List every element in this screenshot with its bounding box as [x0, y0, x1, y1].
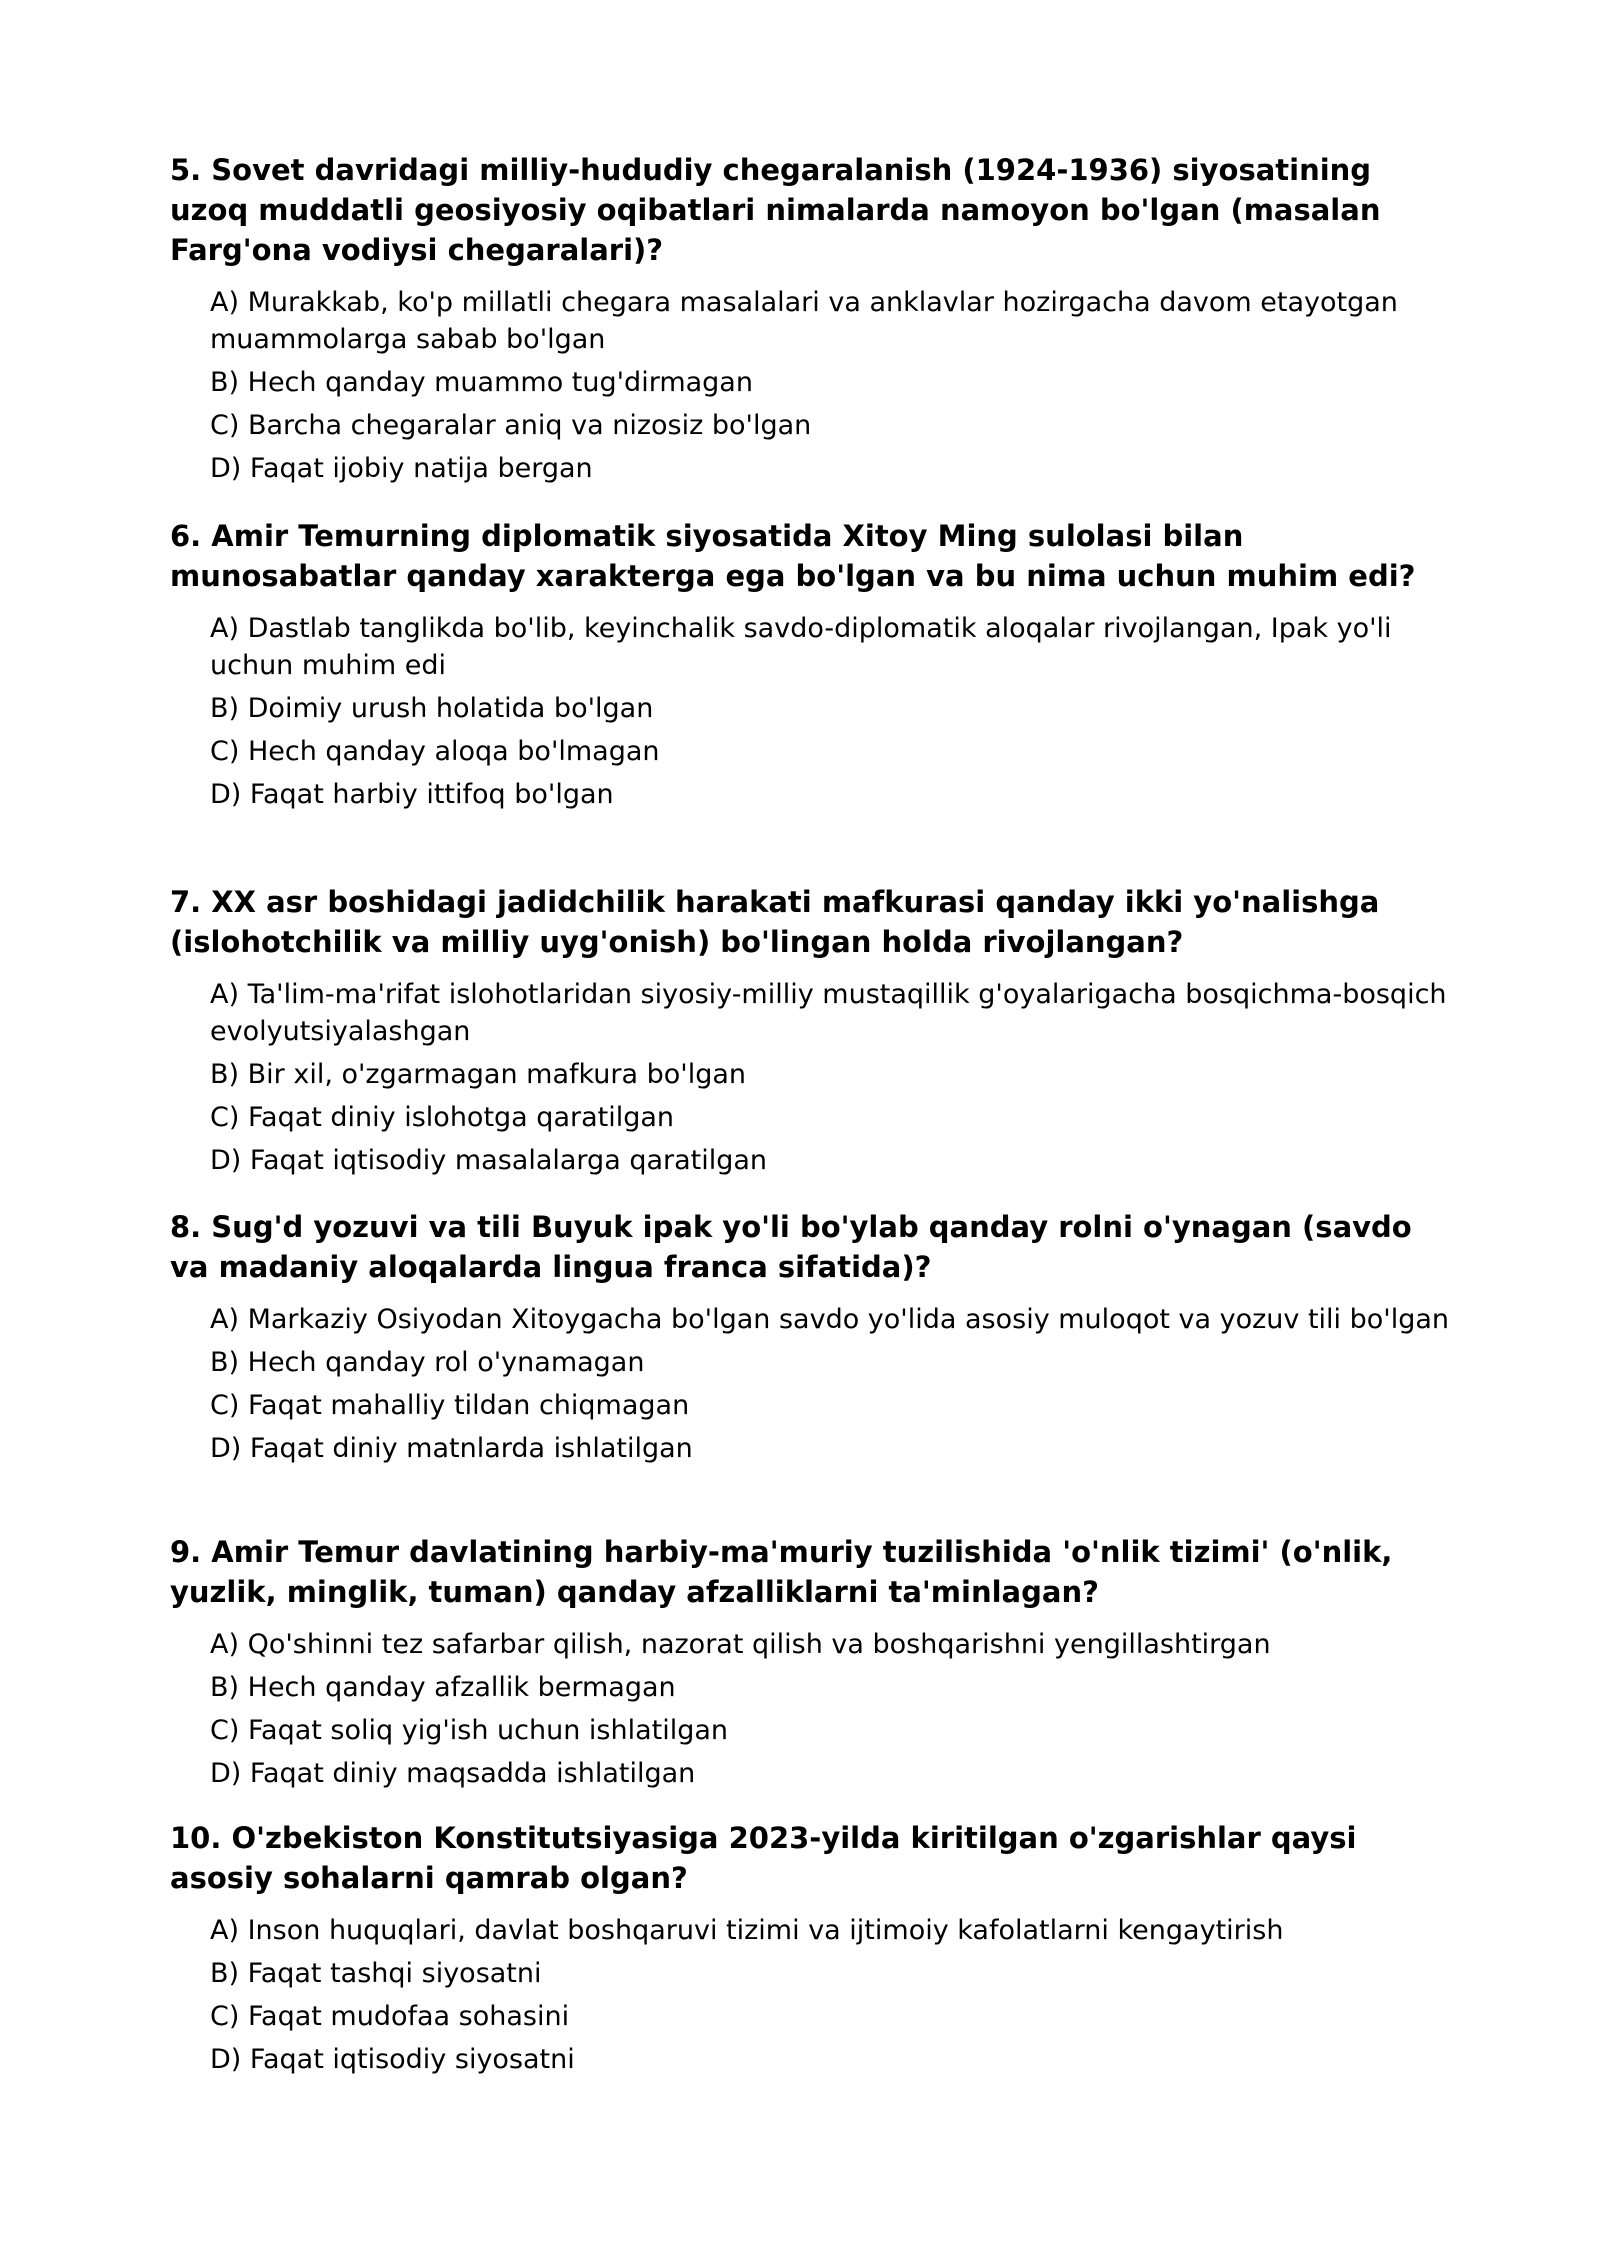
- question-title: 8. Sug'd yozuvi va tili Buyuk ipak yo'li bo'ylab qanday rolni o'ynagan (savdo va madaniy aloqalarda lingua franca sifatida)?: [170, 1210, 1412, 1284]
- question-title: 7. XX asr boshidagi jadidchilik harakati mafkurasi qanday ikki yo'nalishga (islohotchilik va milliy uyg'onish) bo'lingan holda rivojlangan?: [170, 885, 1380, 959]
- question-7: [170, 882, 1450, 1185]
- option-c: C) Faqat mudofaa sohasini: [210, 2001, 570, 2032]
- option-a: A) Qo'shinni tez safarbar qilish, nazorat qilish va boshqarishni yengillashtirgan: [210, 1629, 1271, 1660]
- option-d: D) Faqat diniy maqsadda ishlatilgan: [210, 1758, 696, 1789]
- option-b: B) Hech qanday muammo tug'dirmagan: [210, 367, 753, 398]
- answer-options: [210, 1626, 1450, 1792]
- question-10: [170, 1818, 1450, 2084]
- option-a: A) Markaziy Osiyodan Xitoygacha bo'lgan savdo yo'lida asosiy muloqot va yozuv tili bo'lgan: [210, 1304, 1450, 1335]
- option-b: B) Faqat tashqi siyosatni: [210, 1958, 542, 1989]
- option-c: C) Hech qanday aloqa bo'lmagan: [210, 736, 660, 767]
- answer-options: [210, 1301, 1450, 1467]
- option-b: B) Bir xil, o'zgarmagan mafkura bo'lgan: [210, 1059, 747, 1090]
- option-a: A) Inson huquqlari, davlat boshqaruvi tizimi va ijtimoiy kafolatlarni kengaytirish: [210, 1915, 1284, 1946]
- question-6: [170, 516, 1450, 819]
- answer-options: [210, 1912, 1450, 2078]
- option-a: A) Murakkab, ko'p millatli chegara masalalari va anklavlar hozirgacha davom etayotgan muammolarga sabab bo'lgan: [210, 287, 1398, 355]
- option-d: D) Faqat diniy matnlarda ishlatilgan: [210, 1433, 693, 1464]
- option-a: A) Ta'lim-ma'rifat islohotlaridan siyosiy-milliy mustaqillik g'oyalarigacha bosqichma-bosqich evolyutsiyalashgan: [210, 979, 1447, 1047]
- option-d: D) Faqat ijobiy natija bergan: [210, 453, 593, 484]
- question-5: [170, 150, 1450, 493]
- option-d: D) Faqat iqtisodiy masalalarga qaratilgan: [210, 1145, 768, 1176]
- option-c: C) Barcha chegaralar aniq va nizosiz bo'lgan: [210, 410, 812, 441]
- option-a: A) Dastlab tanglikda bo'lib, keyinchalik savdo-diplomatik aloqalar rivojlangan, Ipak yo'li uchun muhim edi: [210, 613, 1392, 681]
- answer-options: [210, 976, 1450, 1179]
- question-title: 5. Sovet davridagi milliy-hududiy chegaralanish (1924-1936) siyosatining uzoq muddatli geosiyosiy oqibatlari nimalarda namoyon bo'lgan (masalan Farg'ona vodiysi chegaralari)?: [170, 153, 1381, 267]
- option-d: D) Faqat iqtisodiy siyosatni: [210, 2044, 575, 2075]
- option-c: C) Faqat mahalliy tildan chiqmagan: [210, 1390, 690, 1421]
- question-title: 6. Amir Temurning diplomatik siyosatida Xitoy Ming sulolasi bilan munosabatlar qanday xarakterga ega bo'lgan va bu nima uchun muhim edi?: [170, 519, 1416, 593]
- answer-options: [210, 610, 1450, 813]
- option-d: D) Faqat harbiy ittifoq bo'lgan: [210, 779, 614, 810]
- option-b: B) Hech qanday afzallik bermagan: [210, 1672, 676, 1703]
- answer-options: [210, 284, 1450, 487]
- option-c: C) Faqat diniy islohotga qaratilgan: [210, 1102, 675, 1133]
- option-c: C) Faqat soliq yig'ish uchun ishlatilgan: [210, 1715, 729, 1746]
- option-b: B) Doimiy urush holatida bo'lgan: [210, 693, 654, 724]
- question-8: [170, 1207, 1450, 1473]
- question-title: 10. O'zbekiston Konstitutsiyasiga 2023-yilda kiritilgan o'zgarishlar qaysi asosiy sohalarni qamrab olgan?: [170, 1821, 1357, 1895]
- option-b: B) Hech qanday rol o'ynamagan: [210, 1347, 645, 1378]
- question-9: [170, 1532, 1450, 1798]
- question-title: 9. Amir Temur davlatining harbiy-ma'muriy tuzilishida 'o'nlik tizimi' (o'nlik, yuzlik, minglik, tuman) qanday afzalliklarni ta'minlagan?: [170, 1535, 1393, 1609]
